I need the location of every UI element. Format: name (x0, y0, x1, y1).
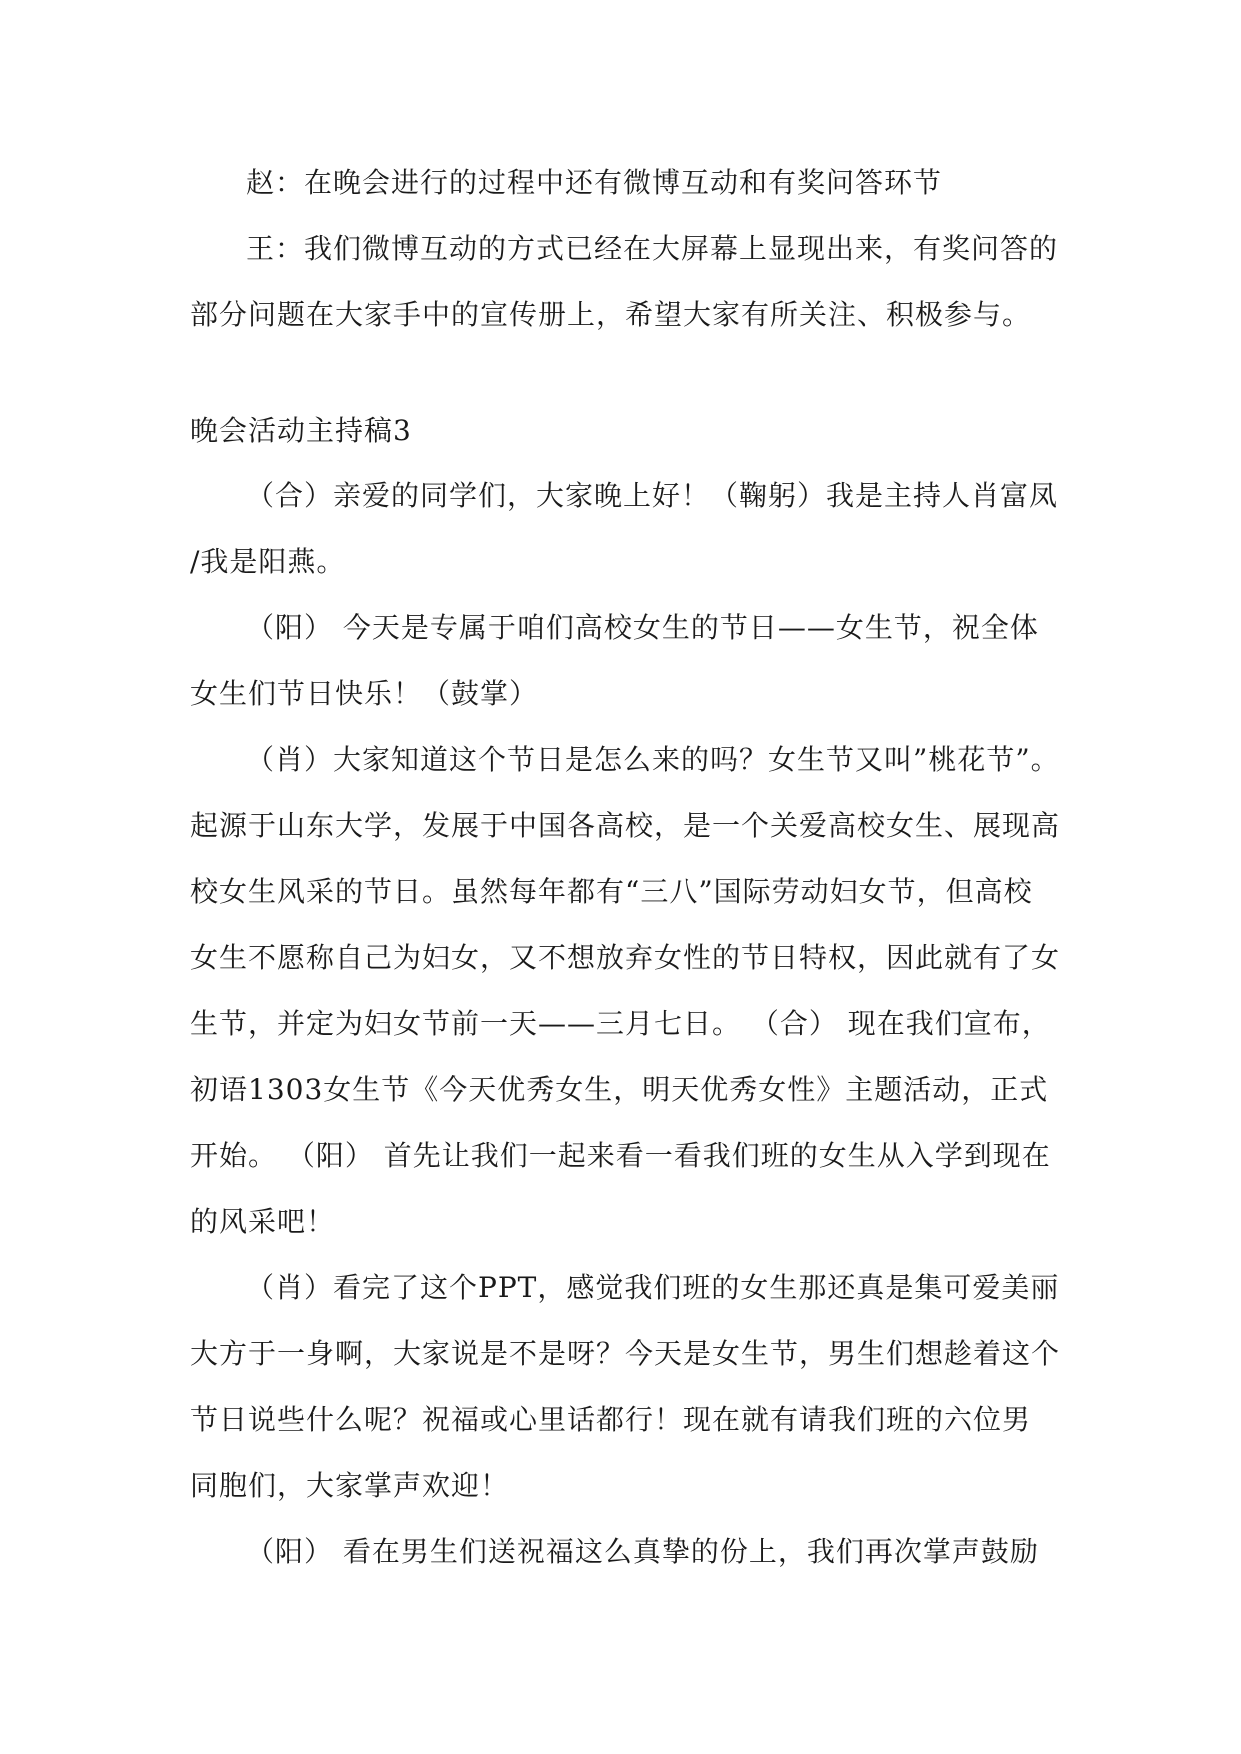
section-heading: 晚会活动主持稿3 (190, 414, 412, 447)
text-line: 赵：在晚会进行的过程中还有微博互动和有奖问答环节 (246, 166, 943, 199)
text-line: 大方于一身啊，大家说是不是呀？今天是女生节，男生们想趁着这个 (190, 1337, 1061, 1370)
text-line: 初语1303女生节《今天优秀女生，明天优秀女性》主题活动，正式 (190, 1073, 1049, 1106)
text-line: 开始。 （阳） 首先让我们一起来看一看我们班的女生从入学到现在 (190, 1139, 1051, 1172)
text-line: （合）亲爱的同学们，大家晚上好！（鞠躬）我是主持人肖富凤 (246, 479, 1059, 512)
text-line: （阳） 看在男生们送祝福这么真挚的份上，我们再次掌声鼓励 (246, 1535, 1039, 1568)
text-line: （肖）大家知道这个节日是怎么来的吗？女生节又叫”桃花节”。 (246, 743, 1060, 776)
text-line: 校女生风采的节日。虽然每年都有“三八”国际劳动妇女节，但高校 (190, 875, 1033, 908)
text-line: 生节，并定为妇女节前一天——三月七日。 （合） 现在我们宣布， (190, 1007, 1051, 1040)
text-line: 女生不愿称自己为妇女，又不想放弃女性的节日特权，因此就有了女 (190, 941, 1061, 974)
text-line: （阳） 今天是专属于咱们高校女生的节日——女生节，祝全体 (246, 611, 1039, 644)
text-line: 女生们节日快乐！（鼓掌） (190, 677, 539, 710)
text-line: /我是阳燕。 (190, 545, 346, 578)
text-line: （肖）看完了这个PPT，感觉我们班的女生那还真是集可爱美丽 (246, 1271, 1060, 1304)
text-line: 的风采吧！ (190, 1205, 336, 1238)
text-line: 节日说些什么呢？祝福或心里话都行！现在就有请我们班的六位男 (190, 1403, 1032, 1436)
text-line: 王：我们微博互动的方式已经在大屏幕上显现出来，有奖问答的 (246, 232, 1059, 265)
text-line: 起源于山东大学，发展于中国各高校，是一个关爱高校女生、展现高 (190, 809, 1061, 842)
text-line: 部分问题在大家手中的宣传册上，希望大家有所关注、积极参与。 (190, 298, 1032, 331)
text-line: 同胞们，大家掌声欢迎！ (190, 1469, 510, 1502)
